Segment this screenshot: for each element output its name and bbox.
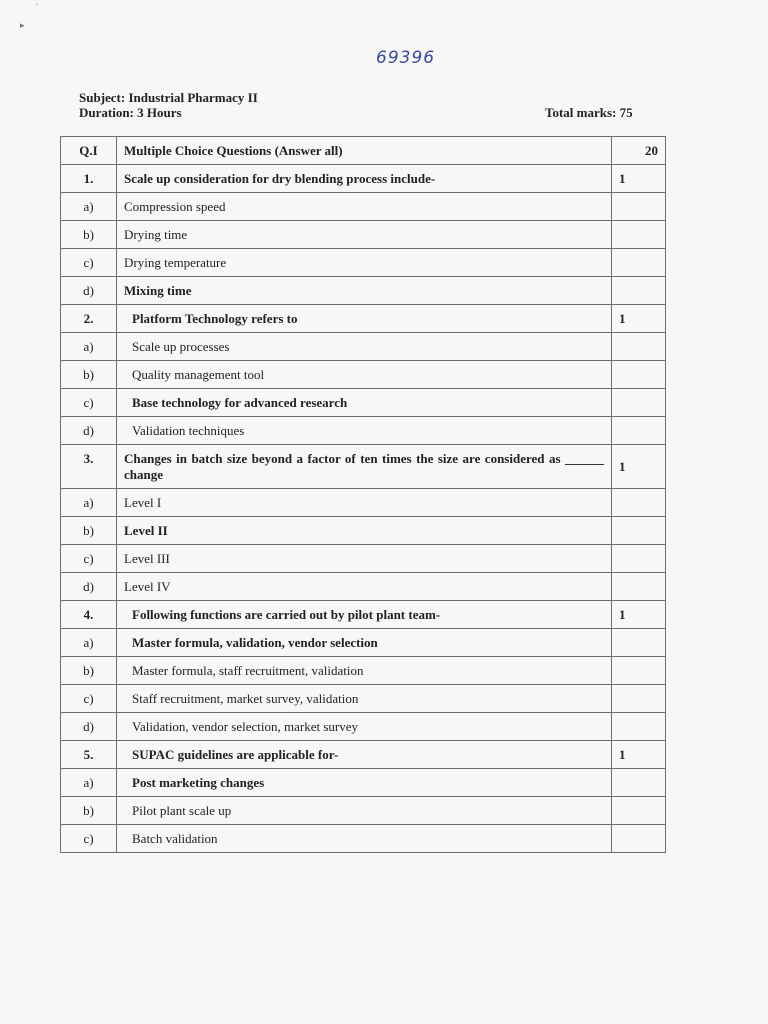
option-label: d) — [61, 277, 117, 305]
option-row — [61, 221, 666, 249]
option-row — [61, 657, 666, 685]
option-marks-cell — [612, 417, 666, 445]
question-text: Scale up consideration for dry blending process include- — [117, 165, 612, 193]
option-label: d) — [61, 573, 117, 601]
option-row — [61, 193, 666, 221]
option-marks-cell — [612, 517, 666, 545]
total-marks: Total marks: 75 — [545, 105, 633, 120]
duration-line: Duration: 3 Hours — [79, 105, 182, 120]
option-label: c) — [61, 389, 117, 417]
option-row — [61, 361, 666, 389]
option-marks-cell — [612, 769, 666, 797]
option-row — [61, 333, 666, 361]
scan-speck: ▸ — [20, 20, 25, 30]
option-label: b) — [61, 797, 117, 825]
section-title: Multiple Choice Questions (Answer all) — [117, 137, 612, 165]
question-row — [61, 741, 666, 769]
question-row — [61, 165, 666, 193]
option-marks-cell — [612, 249, 666, 277]
option-text: Quality management tool — [117, 361, 612, 389]
option-marks-cell — [612, 489, 666, 517]
question-row — [61, 305, 666, 333]
question-number: 4. — [61, 601, 117, 629]
option-label: b) — [61, 517, 117, 545]
option-row — [61, 249, 666, 277]
question-text: Changes in batch size beyond a factor of ten times the size are considered as ______ change — [117, 445, 612, 489]
option-marks-cell — [612, 685, 666, 713]
question-marks: 1 — [612, 741, 666, 769]
option-row — [61, 277, 666, 305]
option-row — [61, 489, 666, 517]
option-row — [61, 389, 666, 417]
option-marks-cell — [612, 657, 666, 685]
subject-line: Subject: Industrial Pharmacy II — [79, 90, 258, 105]
option-text: Level II — [117, 517, 612, 545]
option-marks-cell — [612, 221, 666, 249]
option-label: c) — [61, 685, 117, 713]
option-text: Post marketing changes — [117, 769, 612, 797]
question-marks: 1 — [612, 445, 666, 489]
option-marks-cell — [612, 629, 666, 657]
option-text: Staff recruitment, market survey, validation — [117, 685, 612, 713]
question-row — [61, 601, 666, 629]
question-number: 3. — [61, 445, 117, 489]
option-row — [61, 685, 666, 713]
option-row — [61, 517, 666, 545]
option-row — [61, 573, 666, 601]
option-row — [61, 797, 666, 825]
option-marks-cell — [612, 573, 666, 601]
option-marks-cell — [612, 797, 666, 825]
option-label: b) — [61, 657, 117, 685]
question-row — [61, 445, 666, 489]
option-label: d) — [61, 713, 117, 741]
exam-header — [79, 90, 258, 120]
option-marks-cell — [612, 193, 666, 221]
question-number: 2. — [61, 305, 117, 333]
question-table — [60, 136, 666, 853]
option-text: Pilot plant scale up — [117, 797, 612, 825]
option-label: b) — [61, 361, 117, 389]
question-marks: 1 — [612, 601, 666, 629]
option-text: Drying time — [117, 221, 612, 249]
question-number: 5. — [61, 741, 117, 769]
option-marks-cell — [612, 545, 666, 573]
option-label: c) — [61, 249, 117, 277]
option-text: Level IV — [117, 573, 612, 601]
option-text: Master formula, staff recruitment, validation — [117, 657, 612, 685]
option-text: Base technology for advanced research — [117, 389, 612, 417]
question-text: Platform Technology refers to — [117, 305, 612, 333]
option-label: a) — [61, 193, 117, 221]
option-text: Level I — [117, 489, 612, 517]
option-row — [61, 629, 666, 657]
option-row — [61, 713, 666, 741]
option-text: Compression speed — [117, 193, 612, 221]
option-text: Validation, vendor selection, market survey — [117, 713, 612, 741]
option-marks-cell — [612, 277, 666, 305]
option-label: c) — [61, 825, 117, 853]
option-text: Master formula, validation, vendor selection — [117, 629, 612, 657]
option-label: b) — [61, 221, 117, 249]
option-label: a) — [61, 333, 117, 361]
option-text: Drying temperature — [117, 249, 612, 277]
handwritten-paper-code: 69396 — [376, 48, 436, 68]
option-marks-cell — [612, 389, 666, 417]
option-row — [61, 825, 666, 853]
option-label: a) — [61, 629, 117, 657]
table-header-row — [61, 137, 666, 165]
question-marks: 1 — [612, 305, 666, 333]
option-row — [61, 417, 666, 445]
option-label: d) — [61, 417, 117, 445]
question-marks: 1 — [612, 165, 666, 193]
question-text: SUPAC guidelines are applicable for- — [117, 741, 612, 769]
option-text: Mixing time — [117, 277, 612, 305]
section-number: Q.I — [61, 137, 117, 165]
option-text: Validation techniques — [117, 417, 612, 445]
option-marks-cell — [612, 713, 666, 741]
option-marks-cell — [612, 333, 666, 361]
option-text: Level III — [117, 545, 612, 573]
scan-speck: ' — [36, 2, 38, 12]
question-number: 1. — [61, 165, 117, 193]
option-label: a) — [61, 489, 117, 517]
question-text: Following functions are carried out by pilot plant team- — [117, 601, 612, 629]
option-marks-cell — [612, 825, 666, 853]
option-label: a) — [61, 769, 117, 797]
option-marks-cell — [612, 361, 666, 389]
option-text: Scale up processes — [117, 333, 612, 361]
section-marks: 20 — [612, 137, 666, 165]
option-text: Batch validation — [117, 825, 612, 853]
option-row — [61, 769, 666, 797]
option-row — [61, 545, 666, 573]
option-label: c) — [61, 545, 117, 573]
